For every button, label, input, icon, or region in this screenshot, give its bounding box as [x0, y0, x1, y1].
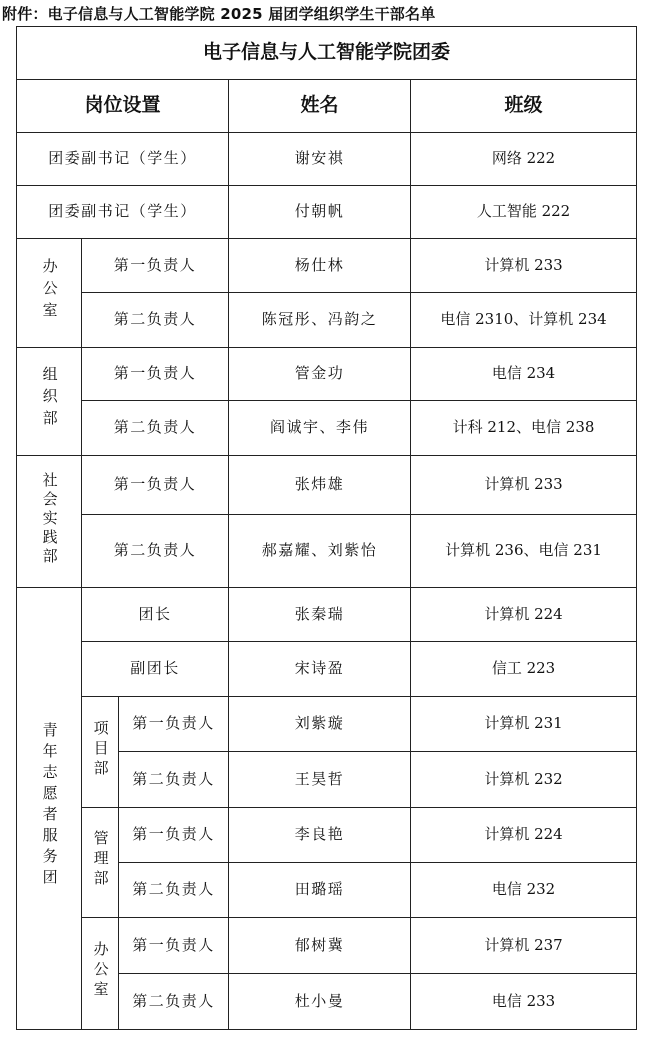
- sub-department-cell: [82, 697, 119, 808]
- table-row: [17, 642, 637, 697]
- table-title-row: [17, 27, 637, 80]
- name-cell: 杜小曼: [229, 974, 411, 1030]
- sub-department-label: 管理部: [91, 830, 110, 891]
- name-cell: 杨仕林: [229, 239, 411, 293]
- class-cell: 计算机 224: [411, 588, 637, 642]
- class-cell: 电信 232: [411, 863, 637, 918]
- role-cell: 第二负责人: [119, 974, 229, 1030]
- sub-department-cell: [82, 918, 119, 1030]
- name-cell: 田璐瑶: [229, 863, 411, 918]
- role-cell: 第一负责人: [82, 456, 229, 515]
- name-cell: 阎诚宇、李伟: [229, 401, 411, 456]
- name-cell: 李良艳: [229, 808, 411, 863]
- class-cell: 电信 2310、计算机 234: [411, 293, 637, 348]
- header-position: 岗位设置: [17, 80, 229, 133]
- table-row: [17, 293, 637, 348]
- role-cell: 第一负责人: [119, 808, 229, 863]
- table-row: [17, 697, 637, 752]
- role-cell: 第一负责人: [119, 918, 229, 974]
- header-class: 班级: [411, 80, 637, 133]
- name-cell: 王昊哲: [229, 752, 411, 808]
- department-cell: [17, 588, 82, 1030]
- table-row: [17, 515, 637, 588]
- name-cell: 谢安祺: [229, 133, 411, 186]
- class-cell: 计算机 233: [411, 239, 637, 293]
- name-cell: 付朝帆: [229, 186, 411, 239]
- name-cell: 张秦瑞: [229, 588, 411, 642]
- name-cell: 陈冠彤、冯韵之: [229, 293, 411, 348]
- role-cell: 第二负责人: [119, 752, 229, 808]
- document-caption: 附件：电子信息与人工智能学院 2025 届团学组织学生干部名单: [2, 5, 436, 23]
- table-row: [17, 588, 637, 642]
- role-cell: 第二负责人: [119, 863, 229, 918]
- table-row: [17, 239, 637, 293]
- table-row: [17, 456, 637, 515]
- table-row: [17, 808, 637, 863]
- department-label: 社会实践部: [40, 471, 59, 567]
- name-cell: 郝嘉耀、刘紫怡: [229, 515, 411, 588]
- role-cell: 第二负责人: [82, 515, 229, 588]
- name-cell: 管金功: [229, 348, 411, 401]
- role-cell: 第一负责人: [82, 348, 229, 401]
- name-cell: 郁树冀: [229, 918, 411, 974]
- department-label: 组织部: [40, 366, 59, 433]
- header-name: 姓名: [229, 80, 411, 133]
- department-cell: [17, 239, 82, 348]
- position-cell: 团委副书记（学生）: [17, 186, 229, 239]
- class-cell: 人工智能 222: [411, 186, 637, 239]
- role-cell: 第二负责人: [82, 401, 229, 456]
- class-cell: 网络 222: [411, 133, 637, 186]
- table-row: [17, 918, 637, 974]
- table-row: [17, 348, 637, 401]
- role-cell: 团长: [82, 588, 229, 642]
- table-row: [17, 401, 637, 456]
- table-row: [17, 186, 637, 239]
- class-cell: 计算机 233: [411, 456, 637, 515]
- class-cell: 电信 234: [411, 348, 637, 401]
- sub-department-label: 项目部: [91, 719, 110, 780]
- class-cell: 计算机 232: [411, 752, 637, 808]
- class-cell: 电信 233: [411, 974, 637, 1030]
- position-cell: 团委副书记（学生）: [17, 133, 229, 186]
- table-row: [17, 133, 637, 186]
- header-row: [17, 80, 637, 133]
- name-cell: 刘紫璇: [229, 697, 411, 752]
- department-cell: [17, 456, 82, 588]
- table-title: 电子信息与人工智能学院团委: [17, 27, 637, 80]
- role-cell: 副团长: [82, 642, 229, 697]
- sub-department-cell: [82, 808, 119, 918]
- role-cell: 第一负责人: [119, 697, 229, 752]
- class-cell: 计算机 224: [411, 808, 637, 863]
- class-cell: 信工 223: [411, 642, 637, 697]
- department-label: 办公室: [40, 257, 59, 324]
- sub-department-label: 办公室: [91, 941, 110, 1002]
- name-cell: 张炜雄: [229, 456, 411, 515]
- class-cell: 计算机 231: [411, 697, 637, 752]
- class-cell: 计算机 237: [411, 918, 637, 974]
- department-label: 青年志愿者服务团: [40, 722, 59, 891]
- class-cell: 计算机 236、电信 231: [411, 515, 637, 588]
- cadre-roster-table: [16, 26, 637, 1030]
- class-cell: 计科 212、电信 238: [411, 401, 637, 456]
- department-cell: [17, 348, 82, 456]
- role-cell: 第二负责人: [82, 293, 229, 348]
- name-cell: 宋诗盈: [229, 642, 411, 697]
- role-cell: 第一负责人: [82, 239, 229, 293]
